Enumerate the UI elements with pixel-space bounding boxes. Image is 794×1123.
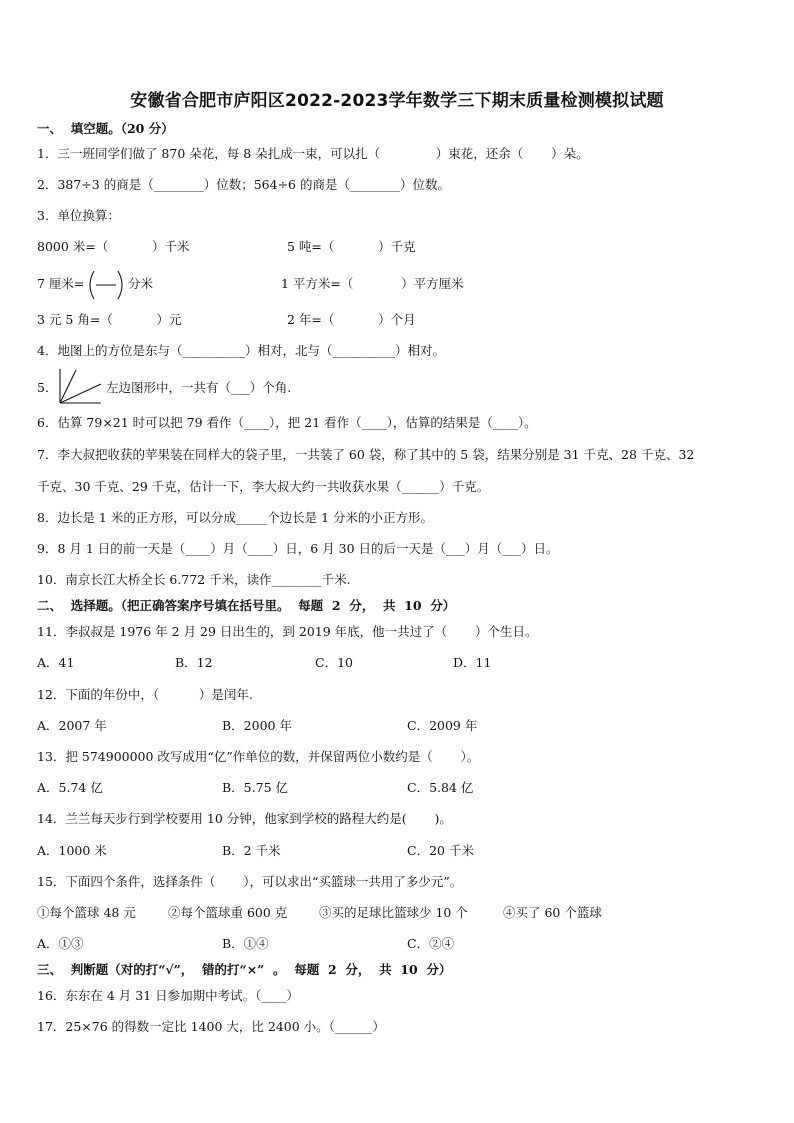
question-7-line-2: 千克、30 千克、29 千克，估计一下，李大叔大约一共收获水果（______）千克。	[37, 479, 490, 494]
question-3-item-b: 5 吨=（ ）千克	[287, 239, 416, 254]
question-13-option-b: B．5.75 亿	[222, 780, 288, 795]
question-3-item-e: 3 元 5 角=（ ）元	[37, 312, 182, 327]
question-4: 4．地图上的方位是东与（__________）相对，北与（__________）相对。	[37, 343, 445, 358]
section-heading-choice: 二、 选择题。（把正确答案序号填在括号里。 每题 2 分， 共 10 分）	[37, 598, 456, 613]
question-8: 8．边长是 1 米的正方形，可以分成_____个边长是 1 分米的小正方形。	[37, 510, 434, 525]
question-15-condition-2: ②每个篮球重 600 克	[168, 905, 288, 920]
question-1: 1．三一班同学们做了 870 朵花，每 8 朵扎成一束，可以扎（ ）束花，还余（ ）朵。	[37, 146, 589, 161]
question-5-text: 左边图形中，一共有（___）个角.	[106, 380, 292, 395]
question-3-item-c-right: 分米	[128, 276, 154, 291]
question-3-item-f: 2 年=（ ）个月	[287, 312, 416, 327]
question-12-option-a: A．2007 年	[37, 718, 107, 733]
question-3-item-c-left: 7 厘米=	[37, 276, 85, 291]
question-12-option-c: C．2009 年	[407, 718, 478, 733]
question-3-item-d: 1 平方米=（ ）平方厘米	[281, 276, 464, 291]
question-13: 13．把 574900000 改写成用“亿”作单位的数，并保留两位小数约是（ ）。	[37, 749, 480, 764]
angles-figure-icon	[57, 367, 103, 405]
question-16: 16．东东在 4 月 31 日参加期中考试。（____）	[37, 988, 299, 1003]
section-heading-fill-in: 一、 填空题。（20 分）	[37, 121, 174, 136]
question-17: 17．25×76 的得数一定比 1400 大，比 2400 小。（______）	[37, 1019, 385, 1034]
question-11-option-d: D．11	[453, 655, 492, 670]
question-11-option-c: C．10	[315, 655, 353, 670]
question-15-option-a: A．①③	[37, 936, 84, 951]
fraction-blank-icon	[86, 270, 126, 300]
question-5-number: 5．	[37, 380, 58, 395]
question-6: 6．估算 79×21 时可以把 79 看作（____），把 21 看作（____），估算的结果是（____）。	[37, 415, 537, 430]
question-2: 2．387÷3 的商是（________）位数；564÷6 的商是（________）位数。	[37, 177, 450, 192]
question-14-option-b: B．2 千米	[222, 843, 281, 858]
question-15-condition-3: ③买的足球比篮球少 10 个	[319, 905, 468, 920]
question-15-option-c: C．②④	[407, 936, 455, 951]
question-3-item-a: 8000 米=（ ）千米	[37, 239, 190, 254]
question-15-condition-4: ④买了 60 个篮球	[503, 905, 602, 920]
question-9: 9．8 月 1 日的前一天是（____）月（____）日，6 月 30 日的后一天是（___）月（___）日。	[37, 541, 559, 556]
question-14-option-c: C．20 千米	[407, 843, 474, 858]
question-3: 3．单位换算：	[37, 208, 120, 223]
section-heading-true-false: 三、 判断题（对的打“√”， 错的打“×” 。 每题 2 分， 共 10 分）	[37, 962, 452, 977]
question-7-line-1: 7．李大叔把收获的苹果装在同样大的袋子里，一共装了 60 袋，称了其中的 5 袋，结果分别是 31 千克、28 千克、32	[37, 447, 695, 462]
question-15: 15．下面四个条件，选择条件（ ），可以求出“买篮球一共用了多少元”。	[37, 874, 463, 889]
question-15-condition-1: ①每个篮球 48 元	[37, 905, 136, 920]
question-11-option-b: B．12	[175, 655, 213, 670]
question-14: 14．兰兰每天步行到学校要用 10 分钟，他家到学校的路程大约是( )。	[37, 811, 452, 826]
question-11-option-a: A．41	[37, 655, 75, 670]
question-13-option-c: C．5.84 亿	[407, 780, 474, 795]
question-14-option-a: A．1000 米	[37, 843, 107, 858]
page-title: 安徽省合肥市庐阳区2022-2023学年数学三下期末质量检测模拟试题	[130, 91, 664, 111]
question-11: 11．李叔叔是 1976 年 2 月 29 日出生的，到 2019 年底，他一共过了（ ）个生日。	[37, 624, 538, 639]
question-15-option-b: B．①④	[222, 936, 269, 951]
question-10: 10．南京长江大桥全长 6.772 千米，读作________千米.	[37, 572, 351, 587]
question-12-option-b: B．2000 年	[222, 718, 292, 733]
question-13-option-a: A．5.74 亿	[37, 780, 103, 795]
question-12: 12．下面的年份中，（ ）是闰年.	[37, 687, 253, 702]
